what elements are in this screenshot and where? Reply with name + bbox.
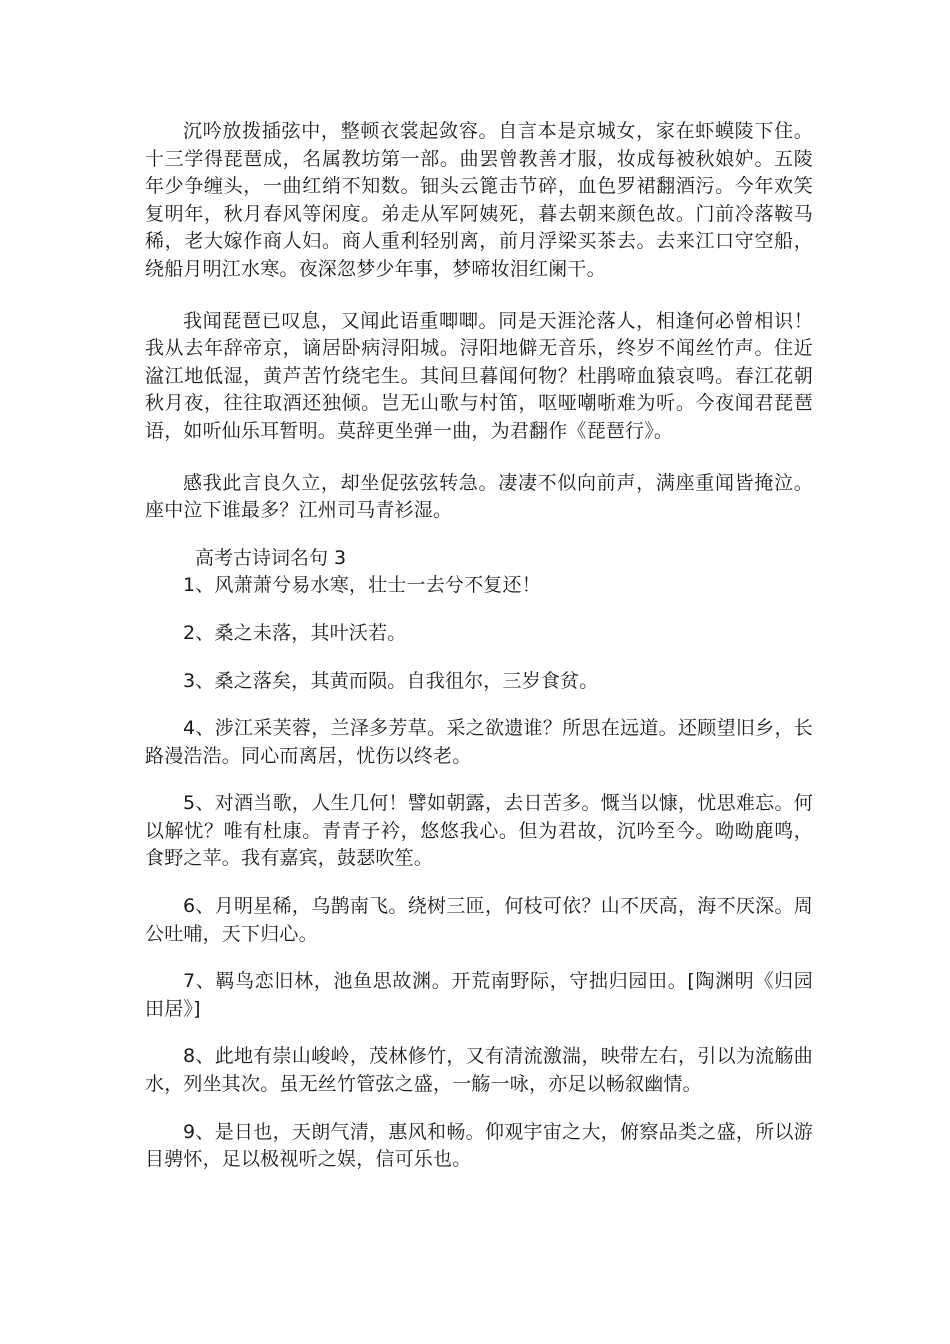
quote-item-6: 6、月明星稀，乌鹊南飞。绕树三匝，何枝可依？山不厌高，海不厌深。周公吐哺，天下归心。 (145, 895, 813, 945)
quote-item-7: 7、羁鸟恋旧林，池鱼思故渊。开荒南野际，守拙归园田。[陶渊明《归园田居》] (145, 970, 813, 1020)
quote-item-9: 9、是日也，天朗气清，惠风和畅。仰观宇宙之大，俯察品类之盛，所以游目骋怀，足以极视听之娱，信可乐也。 (145, 1120, 813, 1171)
poem-paragraph-1: 沉吟放拨插弦中，整顿衣裳起敛容。自言本是京城女，家在虾蟆陵下住。十三学得琵琶成，名属教坊第一部。曲罢曾教善才服，妆成每被秋娘妒。五陵年少争缠头，一曲红绡不知数。钿头云篦击节碎，血色罗裙翻酒污。今年欢笑复明年，秋月春风等闲度。弟走从军阿姨死，暮去朝来颜色故。门前冷落鞍马稀，老大嫁作商人妇。商人重利轻别离，前月浮梁买茶去。去来江口守空船，绕船月明江水寒。夜深忽梦少年事，梦啼妆泪红阑干。 (145, 120, 813, 280)
poem-paragraph-3: 感我此言良久立，却坐促弦弦转急。凄凄不似向前声，满座重闻皆掩泣。座中泣下谁最多？江州司马青衫湿。 (145, 471, 813, 522)
document-page (145, 118, 813, 1174)
section-title: 高考古诗词名句 3 (195, 546, 347, 569)
quote-item-2: 2、桑之未落，其叶沃若。 (183, 621, 407, 644)
quote-item-1: 1、风萧萧兮易水寒，壮士一去兮不复还！ (183, 574, 541, 597)
quote-item-5: 5、对酒当歌，人生几何！譬如朝露，去日苦多。慨当以慷，忧思难忘。何以解忧？唯有杜康。青青子衿，悠悠我心。但为君故，沉吟至今。呦呦鹿鸣，食野之苹。我有嘉宾，鼓瑟吹笙。 (145, 792, 813, 870)
quote-item-4: 4、涉江采芙蓉，兰泽多芳草。采之欲遗谁？所思在远道。还顾望旧乡，长路漫浩浩。同心而离居，忧伤以终老。 (145, 717, 813, 767)
poem-paragraph-2: 我闻琵琶已叹息，又闻此语重唧唧。同是天涯沦落人，相逢何必曾相识！我从去年辞帝京，谪居卧病浔阳城。浔阳地僻无音乐，终岁不闻丝竹声。住近湓江地低湿，黄芦苦竹绕宅生。其间旦暮闻何物？杜鹃啼血猿哀鸣。春江花朝秋月夜，往往取酒还独倾。岂无山歌与村笛，呕哑嘲哳难为听。今夜闻君琵琶语，如听仙乐耳暂明。莫辞更坐弹一曲，为君翻作《琵琶行》。 (145, 309, 813, 442)
quote-item-3: 3、桑之落矣，其黄而陨。自我徂尔，三岁食贫。 (183, 669, 599, 692)
quote-item-8: 8、此地有崇山峻岭，茂林修竹，又有清流激湍，映带左右，引以为流觞曲水，列坐其次。虽无丝竹管弦之盛，一觞一咏，亦足以畅叙幽情。 (145, 1045, 813, 1096)
